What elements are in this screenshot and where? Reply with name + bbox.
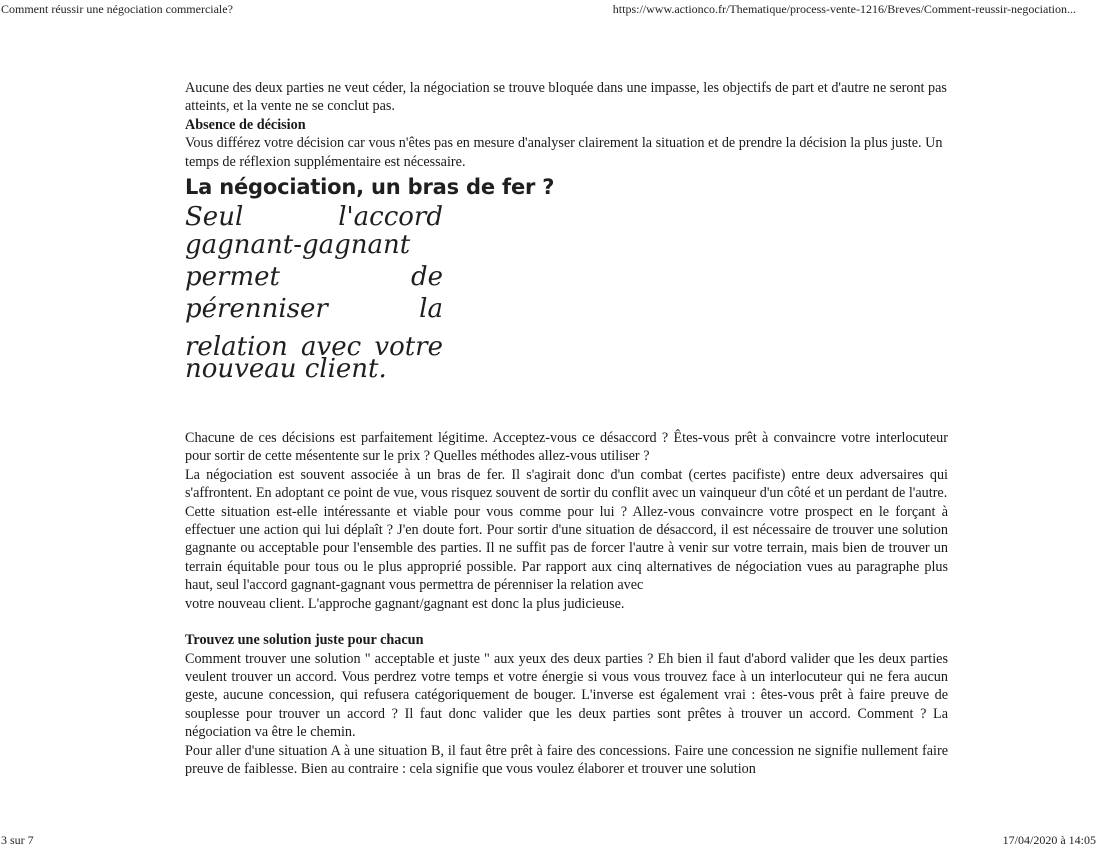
pull-quote-line: permet de xyxy=(185,262,443,293)
paragraph-absence-decision: Vous différez votre décision car vous n'êtes pas en mesure d'analyser clairement la situation et de prendre la décision la plus juste. Un temps de réflexion supplémentaire est nécessaire. xyxy=(185,135,943,170)
paragraph-bras-de-fer: La négociation est souvent associée à un bras de fer. Il s'agirait donc d'un combat (certes pacifiste) entre deux adversaires qui s'affrontent. En adoptant ce point de vue, vous risquez souvent de sortir du conflit avec un vainqueur d'un côté et un perdant de l'autre. xyxy=(185,466,948,502)
heading-solution-juste: Trouvez une solution juste pour chacun xyxy=(185,632,424,649)
paragraph-situation: Cette situation est-elle intéressante et viable pour vous comme pour lui ? Allez-vous convaincre votre prospect en le forçant à effectuer une action qui lui déplaît ? J'en doute fort. Pour sortir d'une situation de désaccord, il est nécessaire de trouver une solution gagnante ou acceptable pour l'ensemble des parties. Il ne suffit pas de forcer l'autre à venir sur votre terrain, mais bien de trouver un terrain équitable pour tous ou le plus approprié possible. Par rapport aux cinq alternatives de négociation vues au paragraphe plus haut, seul l'accord gagnant-gagnant vous permettra de pérenniser la relation avec xyxy=(185,503,948,594)
pull-quote-line: gagnant-gagnant xyxy=(185,230,411,261)
pull-quote-title: La négociation, un bras de fer ? xyxy=(185,175,555,200)
pull-quote-text xyxy=(185,203,443,413)
heading-absence-decision: Absence de décision xyxy=(185,116,306,133)
paragraph-solution: Comment trouver une solution " acceptable et juste " aux yeux des deux parties ? Eh bien il faut d'abord valider que les deux parties veulent trouver un accord. Vous perdrez votre temps et votre énergie si vous vous trouvez face à un interlocuteur qui ne fera aucun geste, aucune concession, qui refusera catégoriquement de bouger. L'inverse est également vrai : êtes-vous prêt à faire preuve de souplesse pour trouver un accord ? Il faut donc valider que les deux parties sont prêtes à trouver un accord. Comment ? La négociation va être le chemin. xyxy=(185,650,948,741)
print-footer-page: 3 sur 7 xyxy=(1,833,34,847)
paragraph-decisions: Chacune de ces décisions est parfaitement légitime. Acceptez-vous ce désaccord ? Êtes-vous prêt à convaincre votre interlocuteur pour sortir de cette mésentente sur le prix ? Quelles méthodes allez-vous utiliser ? xyxy=(185,430,948,465)
paragraph-concessions: Pour aller d'une situation A à une situation B, il faut être prêt à faire des concessions. Faire une concession ne signifie nullement faire preuve de faiblesse. Bien au contraire : cela signifie que vous voulez élaborer et trouver une solution xyxy=(185,742,948,777)
pull-quote-line: pérenniser la xyxy=(185,294,443,325)
pull-quote-line: relation avec votre xyxy=(185,332,443,363)
print-header-url[interactable]: https://www.actionco.fr/Thematique/process-vente-1216/Breves/Comment-reussir-negociation... xyxy=(612,2,1076,16)
pull-quote-line: Seul l'accord xyxy=(185,202,443,233)
article-body xyxy=(185,79,948,778)
paragraph-impasse: Aucune des deux parties ne veut céder, la négociation se trouve bloquée dans une impasse, les objectifs de part et d'autre ne seront pas atteints, et la vente ne se conclut pas. xyxy=(185,80,947,115)
paragraph-gagnant-gagnant: votre nouveau client. L'approche gagnant/gagnant est donc la plus judicieuse. xyxy=(185,595,625,612)
pull-quote-line: nouveau client. xyxy=(185,354,387,385)
print-header-title: Comment réussir une négociation commerciale? xyxy=(1,2,233,16)
print-footer-datetime: 17/04/2020 à 14:05 xyxy=(1002,833,1096,847)
pull-quote xyxy=(185,175,948,413)
